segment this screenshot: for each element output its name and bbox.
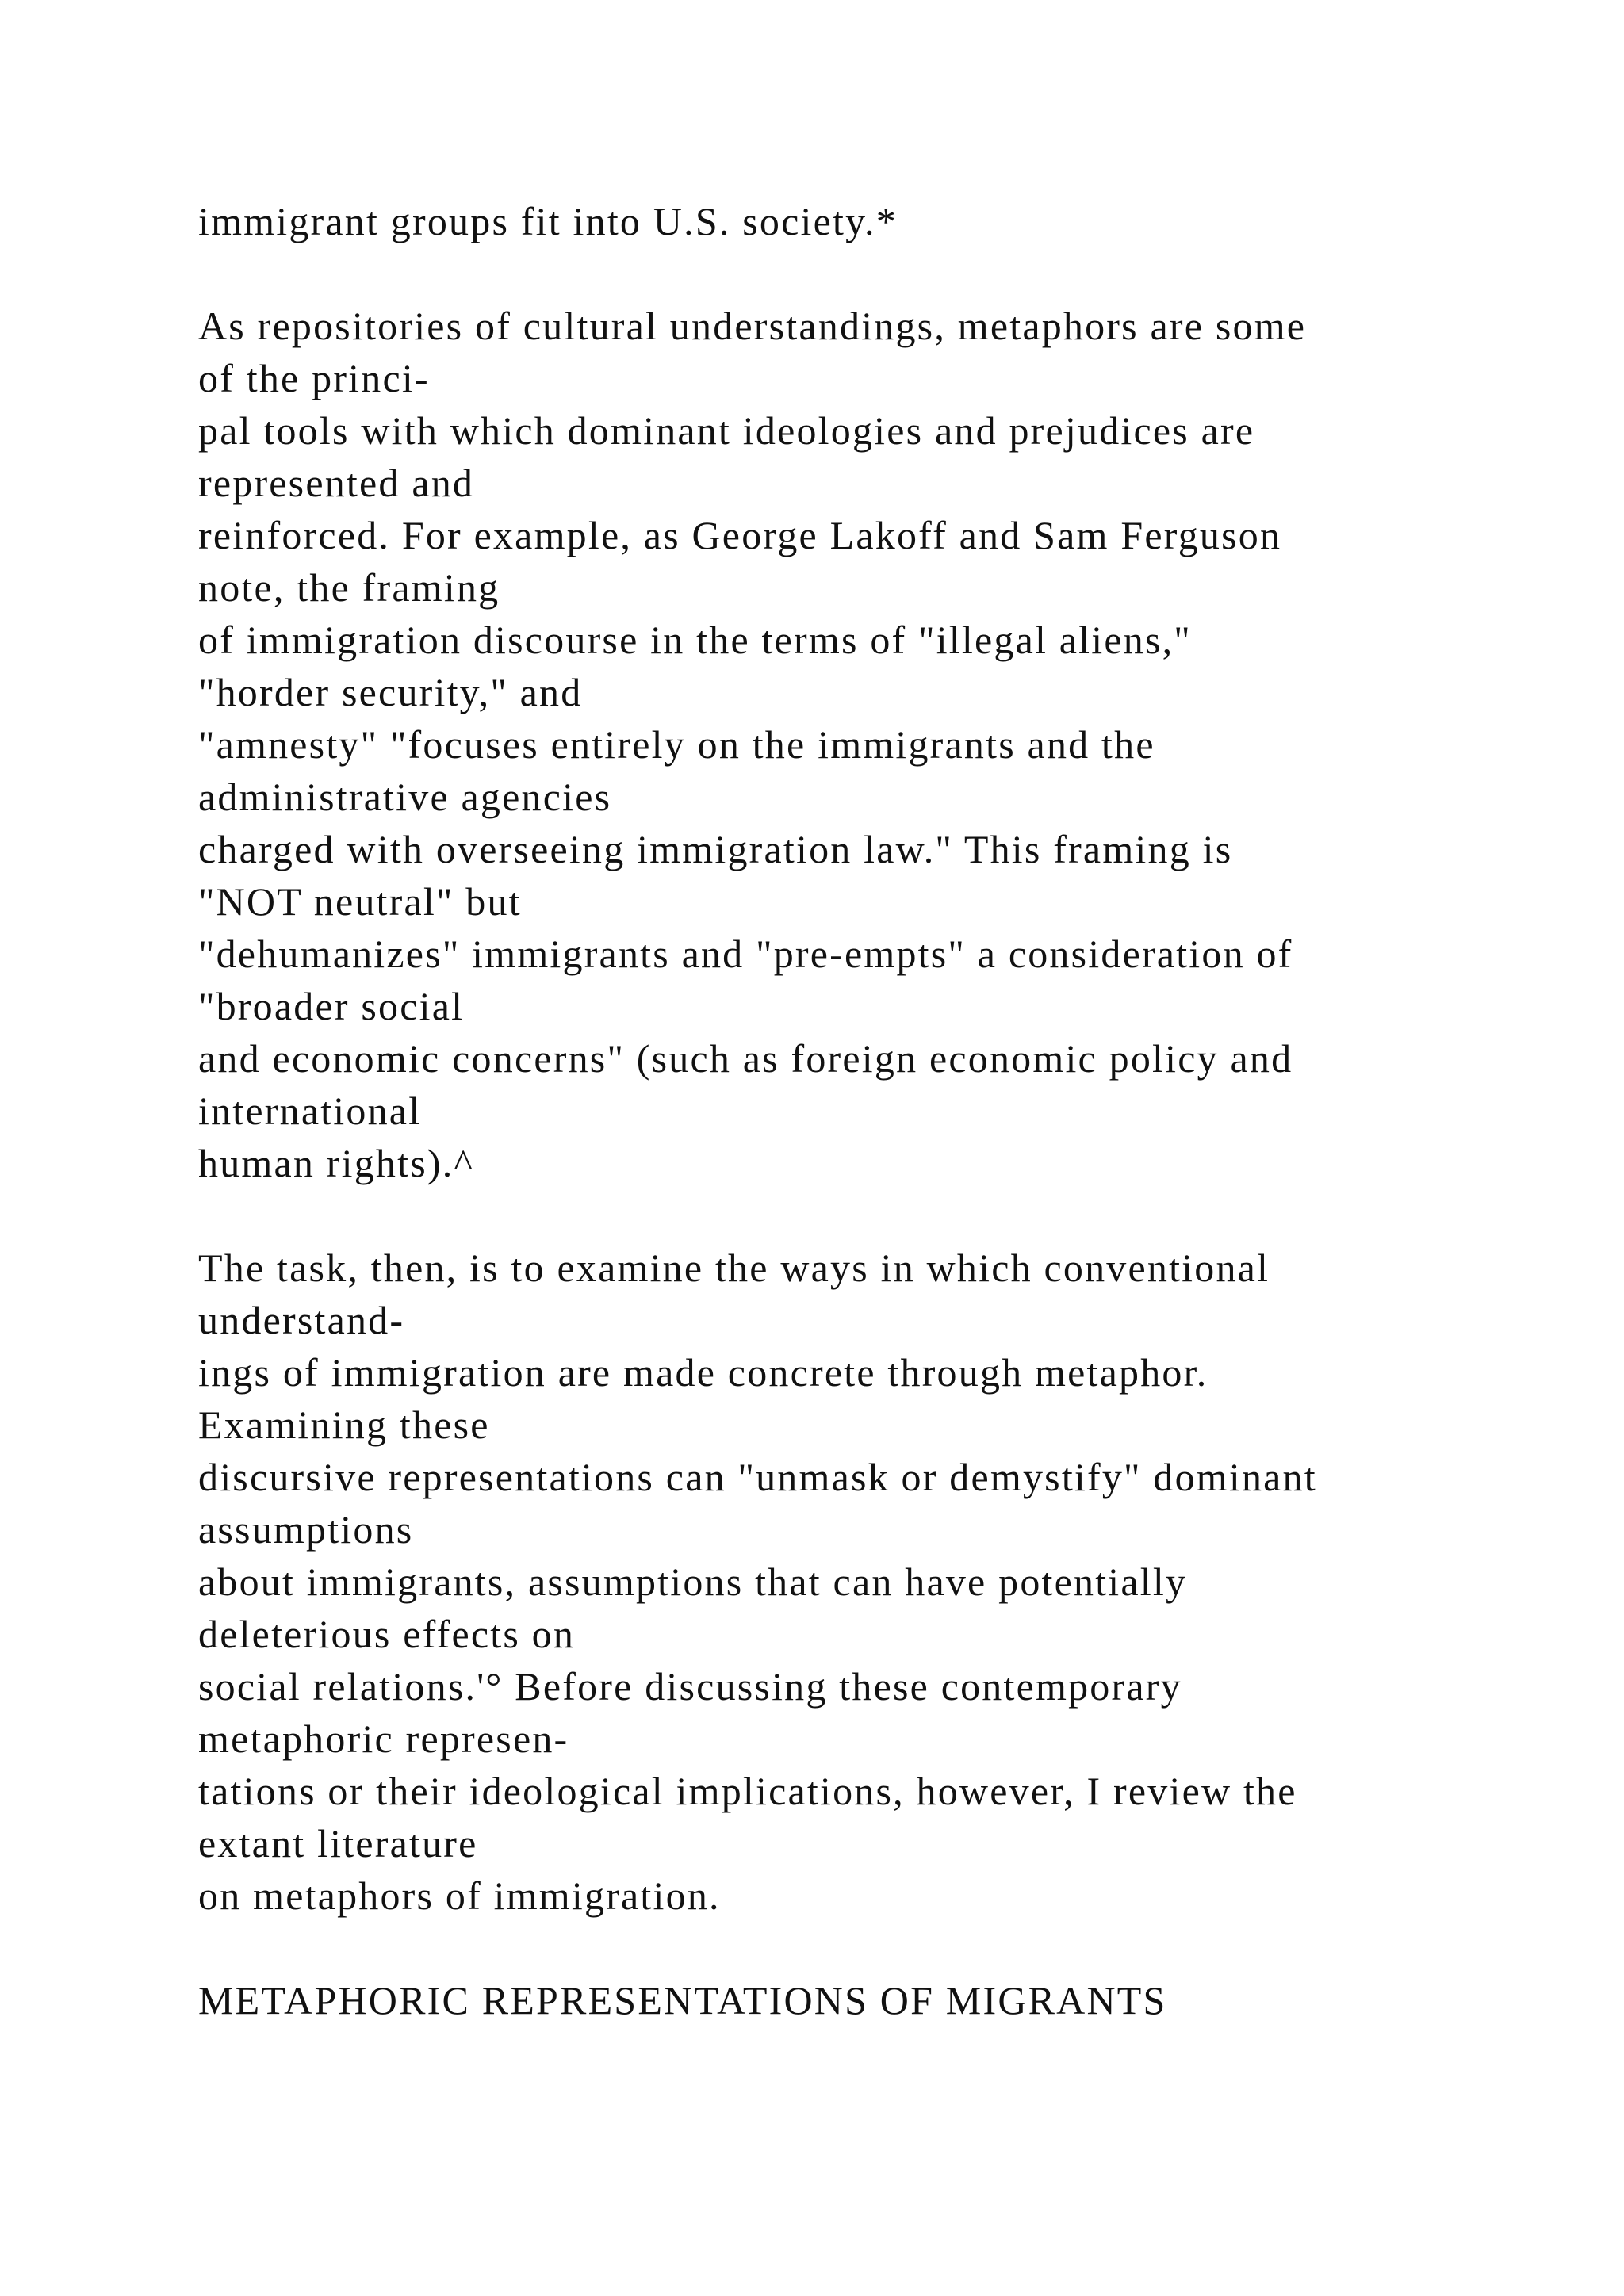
text-line: of immigration discourse in the terms of "illegal aliens," (198, 618, 1192, 662)
text-line: understand- (198, 1298, 405, 1342)
paragraph-gap (198, 1922, 1507, 1974)
text-line: "dehumanizes" immigrants and "pre-empts" a consideration of (198, 932, 1293, 976)
text-line: "amnesty" "focuses entirely on the immigrants and the (198, 722, 1155, 767)
text-line: represented and (198, 461, 475, 505)
text-line: metaphoric represen- (198, 1716, 569, 1761)
text-line: discursive representations can "unmask or demystify" dominant (198, 1455, 1317, 1499)
text-line: tations or their ideological implications, however, I review the (198, 1769, 1297, 1813)
text-line: extant literature (198, 1821, 478, 1866)
text-line: "NOT neutral" but (198, 879, 522, 924)
text-line: social relations.'° Before discussing these contemporary (198, 1664, 1182, 1709)
text-line: As repositories of cultural understandings, metaphors are some (198, 304, 1307, 348)
text-line: deleterious effects on (198, 1612, 576, 1656)
text-line: and economic concerns" (such as foreign economic policy and (198, 1036, 1293, 1081)
text-line: administrative agencies (198, 775, 612, 819)
text-line: charged with overseeing immigration law." This framing is (198, 827, 1233, 871)
paragraph-1 (198, 195, 1507, 247)
text-line: "broader social (198, 984, 465, 1028)
text-line: of the princi- (198, 356, 430, 400)
text-line: assumptions (198, 1507, 414, 1552)
text-line: human rights).^ (198, 1141, 475, 1185)
paragraph-gap (198, 1189, 1507, 1242)
body-text (198, 195, 1507, 2026)
paragraph-3 (198, 1242, 1507, 1922)
paragraph-2 (198, 300, 1507, 1189)
text-line: "horder security," and (198, 670, 583, 714)
text-line: pal tools with which dominant ideologies and prejudices are (198, 408, 1255, 453)
text-line: Examining these (198, 1402, 490, 1447)
paragraph-gap (198, 247, 1507, 300)
text-line: immigrant groups fit into U.S. society.* (198, 199, 898, 243)
text-line: international (198, 1089, 422, 1133)
section-heading (198, 1974, 1507, 2026)
text-line: The task, then, is to examine the ways in which conventional (198, 1246, 1270, 1290)
text-line: on metaphors of immigration. (198, 1873, 721, 1918)
text-line: ings of immigration are made concrete through metaphor. (198, 1350, 1208, 1395)
text-line: reinforced. For example, as George Lakoff and Sam Ferguson (198, 513, 1282, 557)
heading-text: METAPHORIC REPRESENTATIONS OF MIGRANTS (198, 1978, 1167, 2022)
text-line: note, the framing (198, 565, 500, 610)
text-line: about immigrants, assumptions that can have potentially (198, 1559, 1188, 1604)
